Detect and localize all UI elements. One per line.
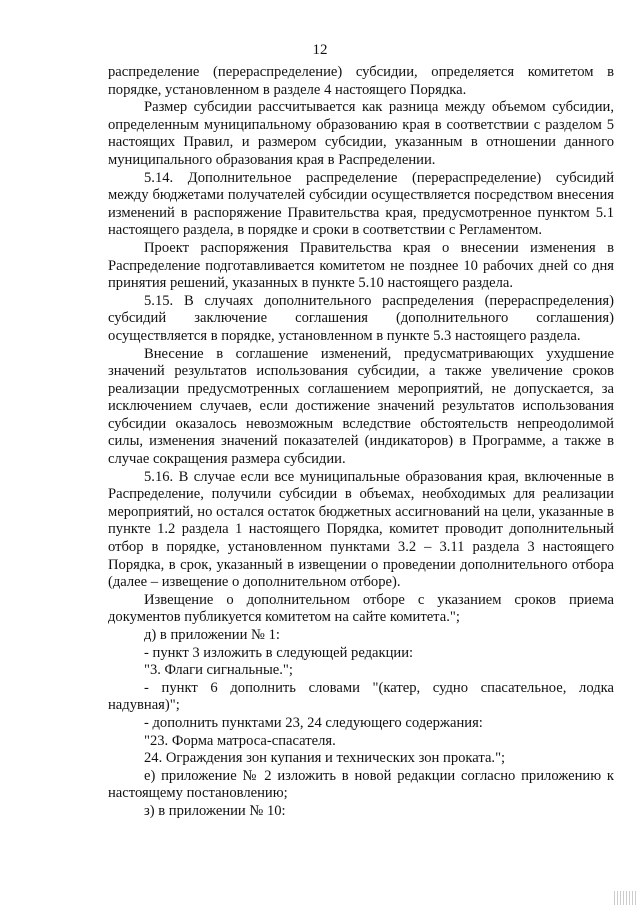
paragraph: - пункт 3 изложить в следующей редакции: [144, 644, 414, 661]
paragraph: з) в приложении № 10: [144, 802, 286, 819]
paragraph: д) в приложении № 1: [144, 627, 280, 643]
paragraph: "23. Форма матроса-спасателя. [144, 732, 336, 749]
paragraph: распределение (перераспределение) субсидии, определяется комитетом в порядке, установленном в разделе 4 настоящего Порядка. [108, 64, 614, 98]
page-number: 12 [312, 42, 328, 58]
paragraph: Проект распоряжения Правительства края о внесении изменения в Распределение подготавливается комитетом не позднее 10 рабочих дней со дня принятия решений, указанных в пункте 5.10 настоящего раздела. [108, 239, 614, 292]
paragraph: 5.14. Дополнительное распределение (перераспределение) субсидий между бюджетами получателей субсидии осуществляется посредством внесения изменений в распоряжение Правительства края, предусмотренное пунктом 5.1 настоящего раздела, в порядке и сроки в соответствии с Регламентом. [108, 169, 614, 239]
paragraph: - пункт 6 дополнить словами "(катер, судно спасательное, лодка надувная)"; [108, 679, 614, 714]
paragraph: е) приложение № 2 изложить в новой редакции согласно приложению к настоящему постановлению; [108, 767, 614, 802]
paragraph: 24. Ограждения зон купания и технических зон проката."; [144, 750, 506, 767]
paragraph: Внесение в соглашение изменений, предусматривающих ухудшение значений результатов использования субсидии, а также увеличение сроков реализации предусмотренных соглашением мероприятий, не допускается, за исключением случаев, если достижение значений результатов использования субсидии оказалось невозможным вследствие обстоятельств непреодолимой силы, изменения значений показателей (индикаторов) в Программе, а также в случае сокращения размера субсидии. [108, 345, 614, 468]
paragraph: - дополнить пунктами 23, 24 следующего содержания: [144, 714, 483, 731]
paragraph: Извещение о дополнительном отборе с указанием сроков приема документов публикуется комитетом на сайте комитета."; [108, 591, 614, 626]
paragraph: "3. Флаги сигнальные."; [144, 662, 293, 679]
scan-edge-mark [614, 891, 638, 905]
document-body [108, 64, 614, 821]
paragraph: Размер субсидии рассчитывается как разница между объемом субсидии, определенным муниципальному образованию края в соответствии с разделом 5 настоящих Правил, и размером субсидии, указанным в отношении данного муниципального образования края в Распределении. [108, 99, 614, 168]
paragraph: 5.15. В случаях дополнительного распределения (перераспределения) субсидий заключение соглашения (дополнительного соглашения) осуществляется в порядке, установленном в пункте 5.3 настоящего раздела. [108, 292, 614, 344]
paragraph: 5.16. В случае если все муниципальные образования края, включенные в Распределение, получили субсидии в объемах, необходимых для реализации мероприятий, но остался остаток бюджетных ассигнований на цели, указанные в пункте 1.2 раздела 1 настоящего Порядка, комитет проводит дополнительный отбор в порядке, установленном пунктами 3.2 – 3.11 раздела 3 настоящего Порядка, в срок, указанный в извещении о проведении дополнительного отбора (далее – извещение о дополнительном отборе). [108, 468, 614, 591]
